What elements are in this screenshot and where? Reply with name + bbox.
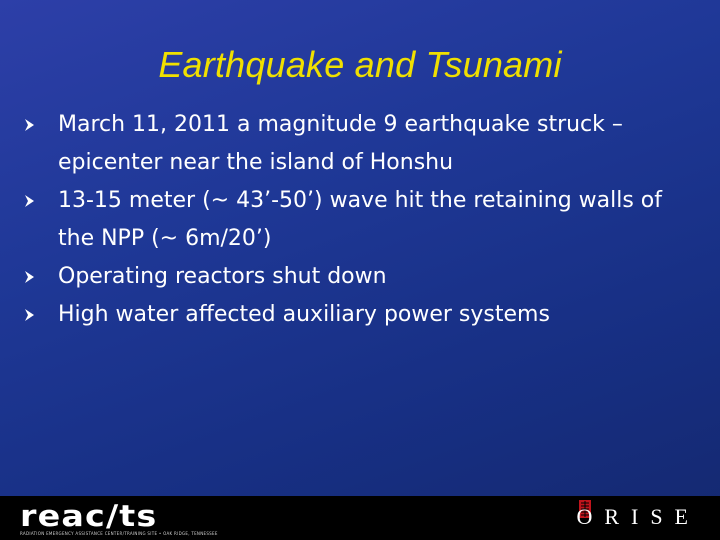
orise-logo: [510, 500, 700, 536]
footer-bar: [0, 496, 720, 540]
bullet-text: Operating reactors shut down: [58, 264, 387, 289]
slide-title: Earthquake and Tsunami: [158, 44, 562, 85]
bullet-list: [24, 106, 704, 334]
reacts-logo: [20, 499, 218, 536]
reacts-logo-subtitle: RADIATION EMERGENCY ASSISTANCE CENTER/TRAINING SITE • OAK RIDGE, TENNESSEE: [20, 531, 218, 536]
orise-logo-text: ORISE: [576, 504, 700, 529]
bullet-item: [24, 296, 704, 334]
bullet-text: High water affected auxiliary power systems: [58, 302, 550, 327]
bullet-text: 13-15 meter (~ 43’-50’) wave hit the retaining walls of the NPP (~ 6m/20’): [58, 188, 663, 251]
reacts-logo-text: reac/ts: [20, 499, 158, 533]
arrowhead-bullet-icon: [24, 258, 58, 296]
bullet-item: [24, 106, 704, 182]
arrowhead-bullet-icon: [24, 182, 58, 220]
arrowhead-bullet-icon: [24, 106, 58, 144]
bullet-item: [24, 182, 704, 258]
bullet-text: March 11, 2011 a magnitude 9 earthquake struck – epicenter near the island of Honshu: [58, 112, 623, 175]
bullet-item: [24, 258, 704, 296]
arrowhead-bullet-icon: [24, 296, 58, 334]
